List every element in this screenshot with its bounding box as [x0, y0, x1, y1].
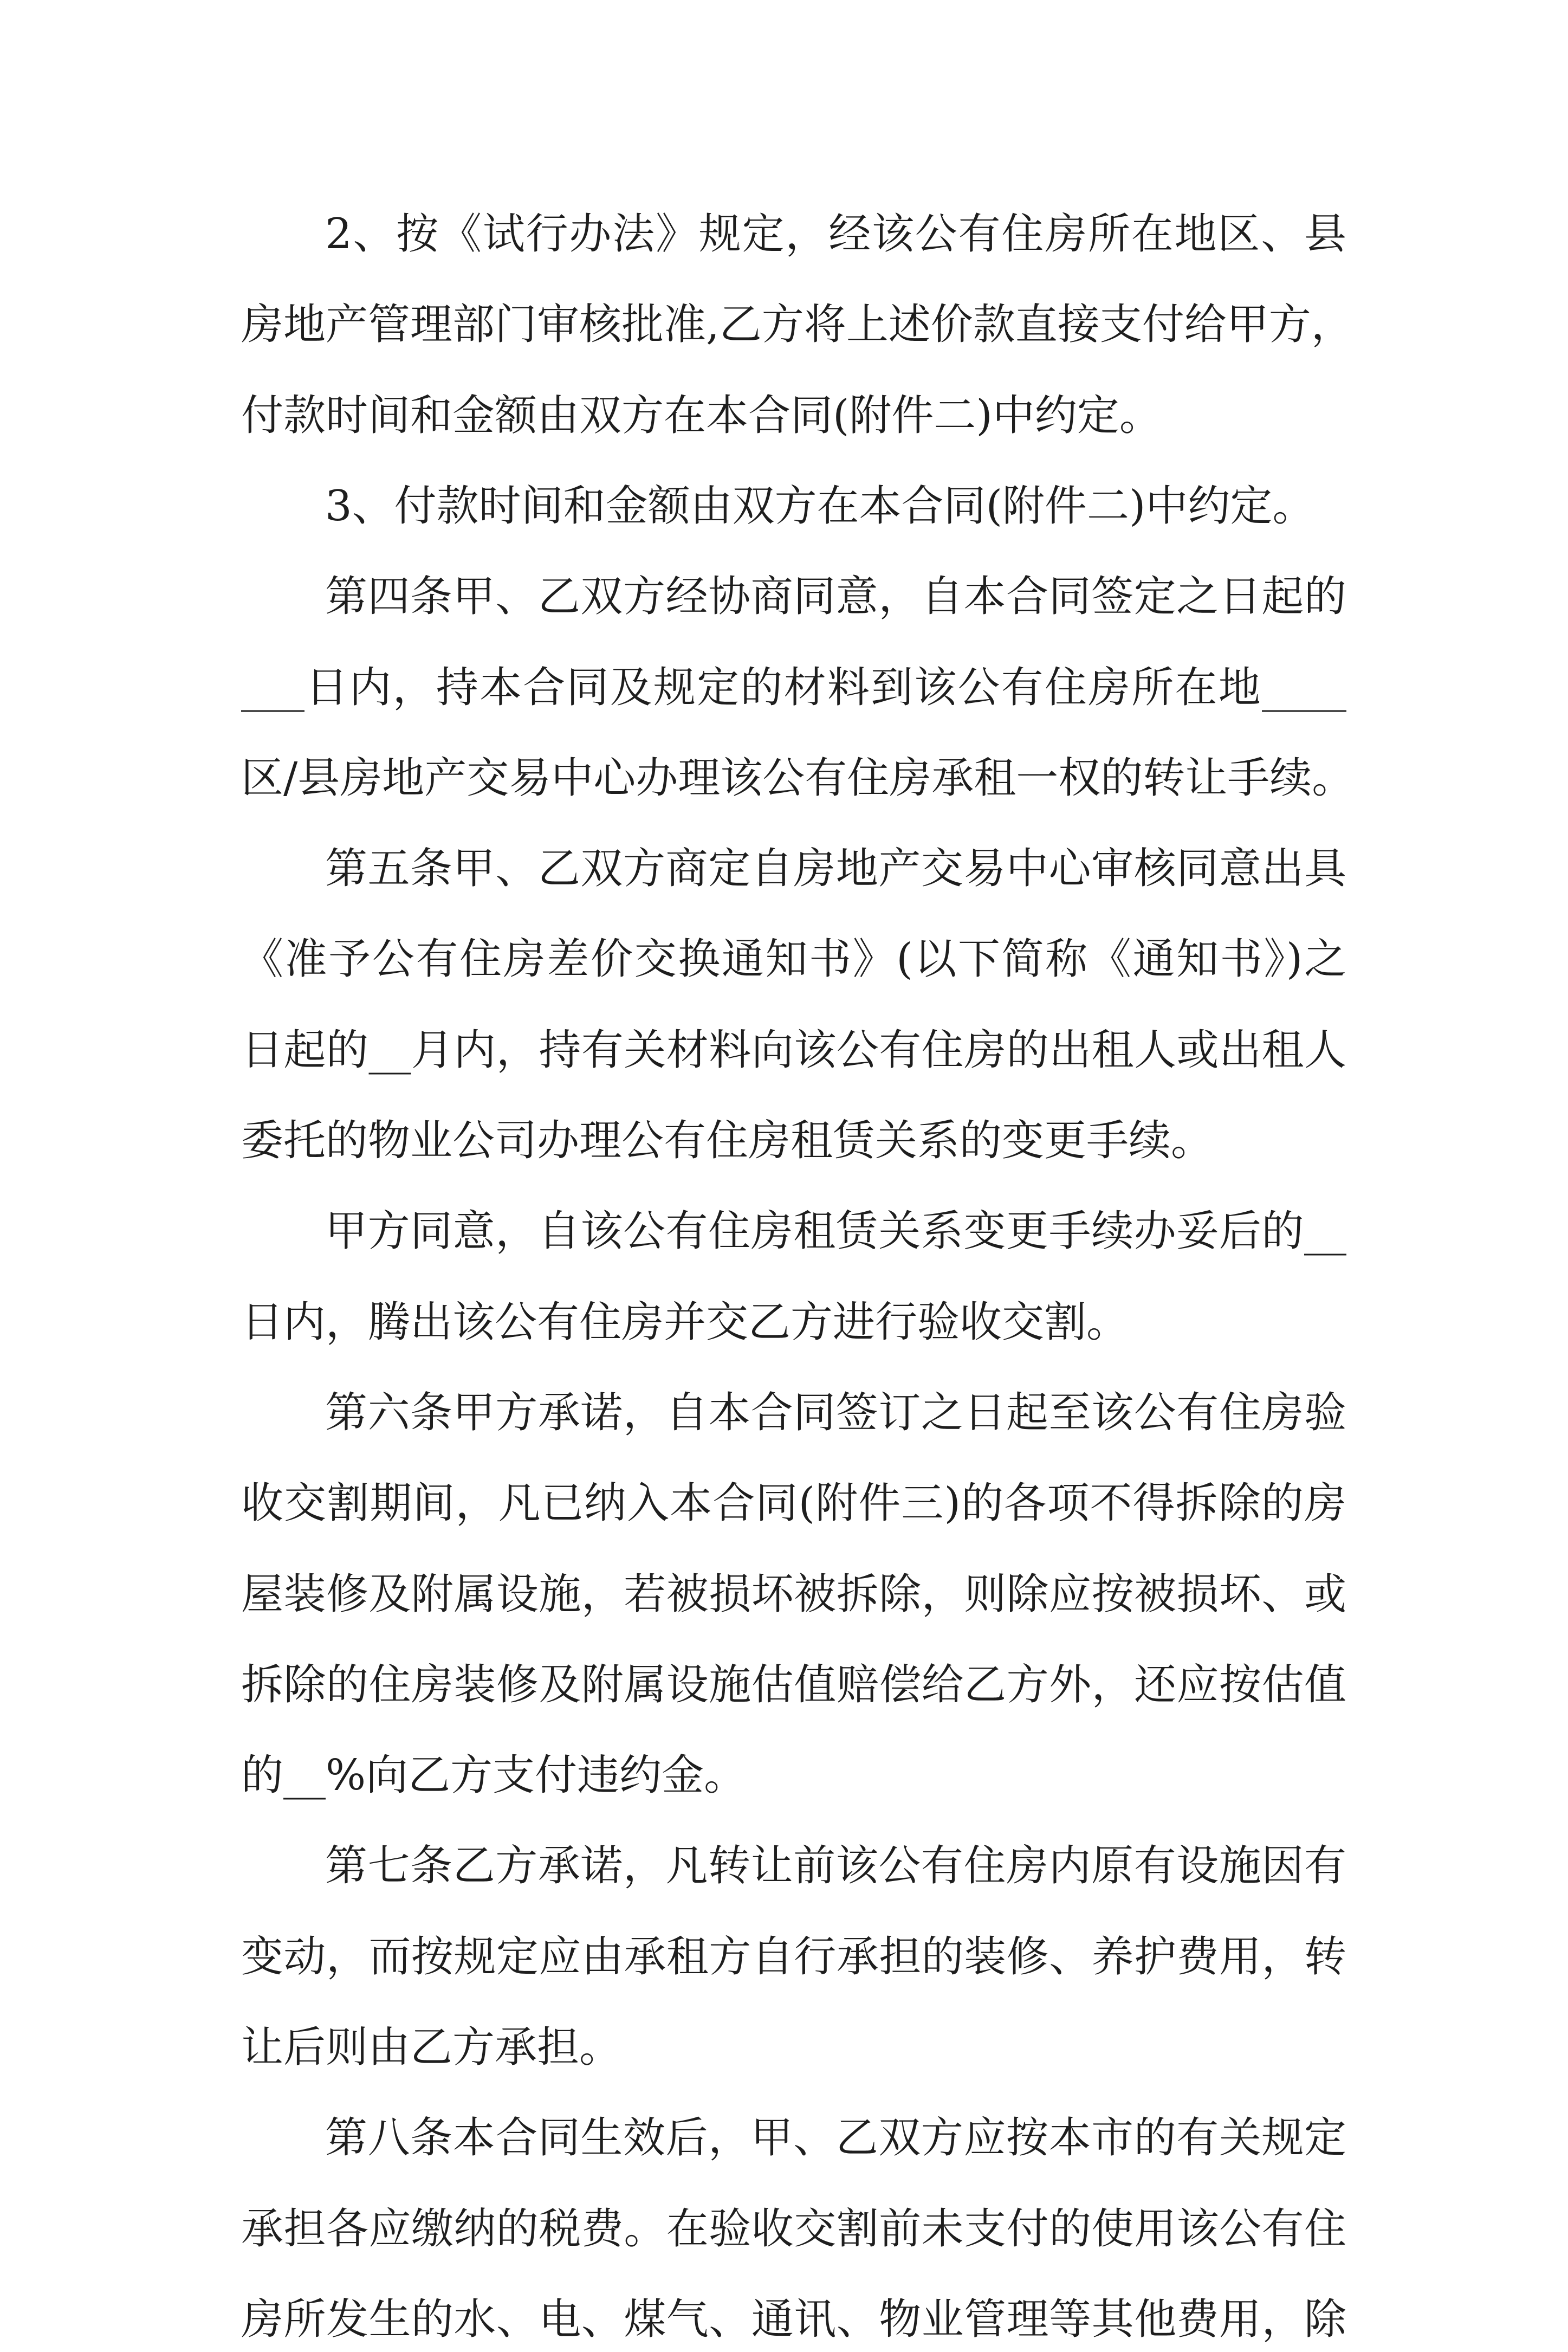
text-line: 委托的物业公司办理公有住房租赁关系的变更手续。 [241, 1116, 1214, 1165]
text-line-article-6: 第六条甲方承诺，自本合同签订之日起至该公有住房验 [325, 1388, 1346, 1437]
text-line: 区/县房地产交易中心办理该公有住房承租一权的转让手续。 [241, 754, 1355, 803]
text-line-clause-2: 2、按《试行办法》规定，经该公有住房所在地区、县 [325, 210, 1346, 259]
text-line-clause-3: 3、付款时间和金额由双方在本合同(附件二)中约定。 [325, 482, 1315, 531]
text-line-article-8: 第八条本合同生效后，甲、乙双方应按本市的有关规定 [325, 2114, 1346, 2162]
text-line: 付款时间和金额由双方在本合同(附件二)中约定。 [241, 391, 1162, 440]
text-line: 收交割期间，凡已纳入本合同(附件三)的各项不得拆除的房 [241, 1479, 1346, 1528]
text-line: 日起的__月内，持有关材料向该公有住房的出租人或出租人 [241, 1026, 1346, 1075]
text-line: 房地产管理部门审核批准,乙方将上述价款直接支付给甲方， [241, 300, 1353, 349]
text-line: 房所发生的水、电、煤气、通讯、物业管理等其他费用，除 [241, 2295, 1346, 2344]
text-line: 的__%向乙方支付违约金。 [241, 1751, 747, 1800]
text-line: 屋装修及附属设施，若被损坏被拆除，则除应按被损坏、或 [241, 1570, 1346, 1619]
text-line-article-4: 第四条甲、乙双方经协商同意，自本合同签定之日起的 [325, 572, 1346, 621]
text-line-party-a-agreement: 甲方同意，自该公有住房租赁关系变更手续办妥后的__ [325, 1207, 1346, 1256]
text-line: ___日内，持本合同及规定的材料到该公有住房所在地____ [241, 663, 1346, 712]
text-line: 日内，腾出该公有住房并交乙方进行验收交割。 [241, 1298, 1129, 1347]
text-line: 拆除的住房装修及附属设施估值赔偿给乙方外，还应按估值 [241, 1660, 1346, 1709]
text-line: 让后则由乙方承担。 [241, 2023, 622, 2072]
text-line: 变动，而按规定应由承租方自行承担的装修、养护费用，转 [241, 1933, 1346, 1981]
text-line: 《准予公有住房差价交换通知书》(以下简称《通知书》)之 [241, 935, 1346, 984]
text-line-article-7: 第七条乙方承诺，凡转让前该公有住房内原有设施因有 [325, 1841, 1346, 1890]
text-line: 承担各应缴纳的税费。在验收交割前未支付的使用该公有住 [241, 2205, 1346, 2253]
text-line-article-5: 第五条甲、乙双方商定自房地产交易中心审核同意出具 [325, 844, 1346, 893]
